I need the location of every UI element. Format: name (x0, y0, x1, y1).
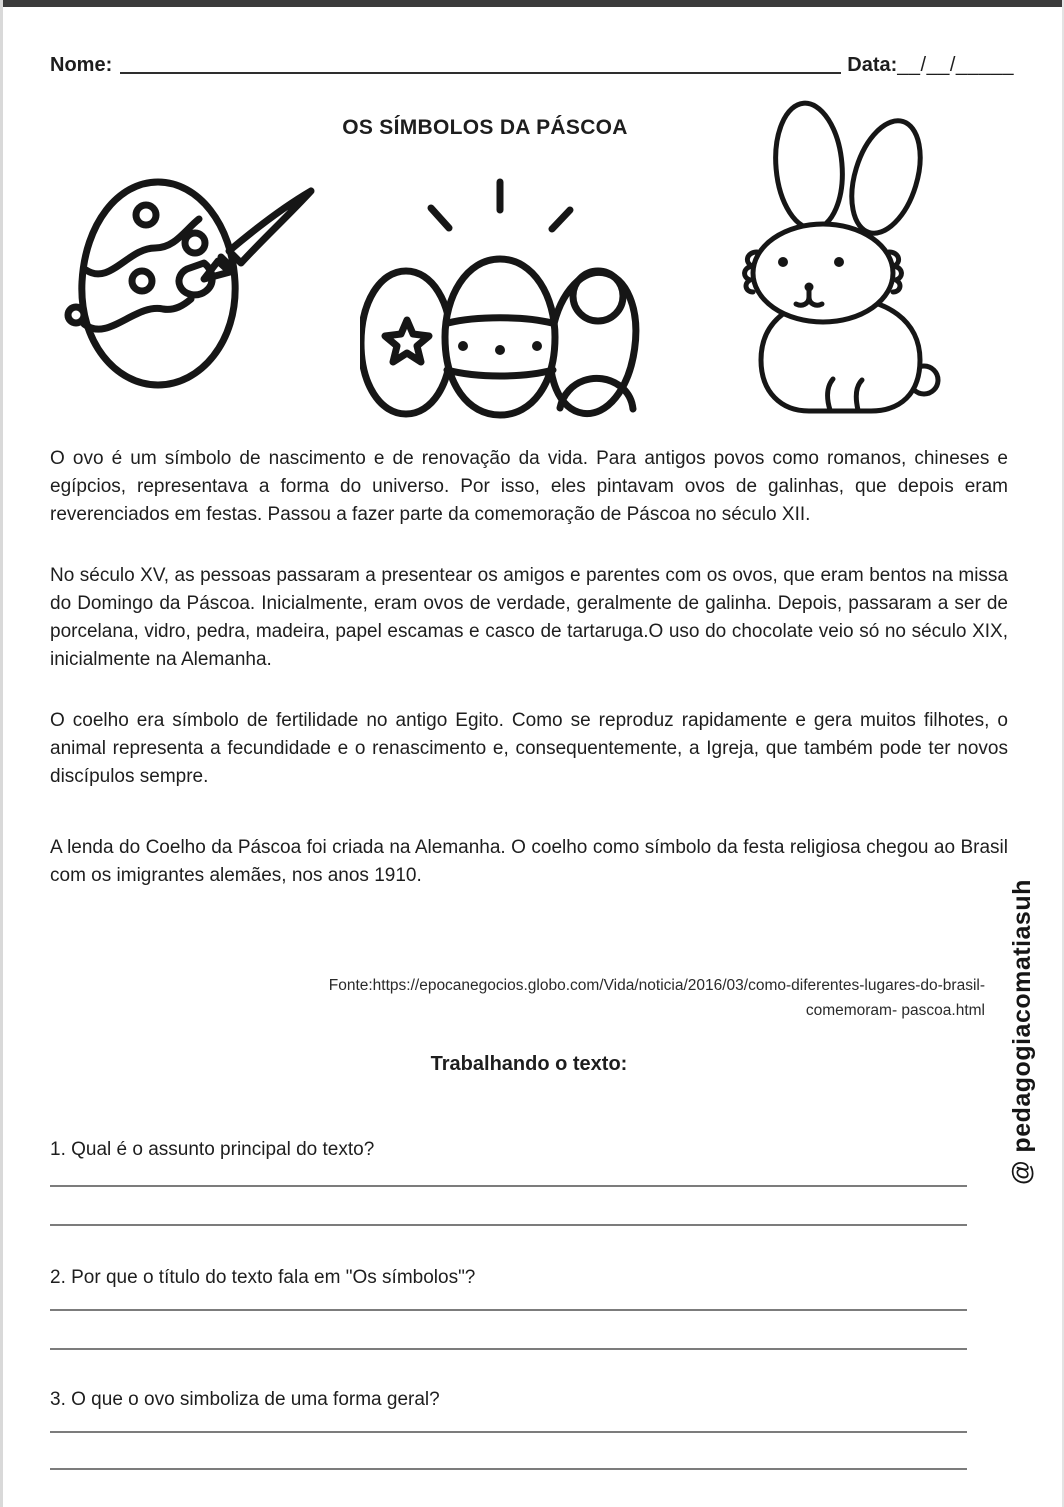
painted-egg-illustration (58, 162, 358, 437)
worksheet-title: OS SÍMBOLOS DA PÁSCOA (342, 116, 628, 139)
paragraph-rabbit-symbol: O coelho era símbolo de fertilidade no antigo Egito. Como se reproduz rapidamente e gera muitos filhotes, o animal representa a fecundidade e o renascimento e, consequentemente, a Igreja, que também pode ter novos discípulos sempre. (50, 710, 1008, 787)
watermark-handle: @ pedagogiacomatiasuh (1008, 879, 1036, 1185)
paragraph-egg-symbol: O ovo é um símbolo de nascimento e de renovação da vida. Para antigos povos como romanos, chineses e egípcios, representava a forma do universo. Por isso, eles pintavam ovos de galinhas, que depois eram reverenciados em festas. Passou a fazer parte da comemoração de Páscoa no século XII. (50, 448, 1008, 525)
answer-line (50, 1468, 967, 1470)
paragraph-egg-history: No século XV, as pessoas passaram a presentear os amigos e parentes com os ovos, que eram bentos na missa do Domingo da Páscoa. Inicialmente, eram ovos de verdade, geralmente de galinha. Depois, passaram a ser de porcelana, vidro, pedra, madeira, papel escamas e casco de tartaruga.O uso do chocolate veio só no século XIX, inicialmente na Alemanha. (50, 565, 1008, 670)
source-line-2: comemoram- pascoa.html (805, 1002, 985, 1019)
date-label: Data: (847, 54, 898, 76)
three-eggs-icon (360, 172, 680, 432)
question-2: 2. Por que o título do texto fala em "Os símbolos"? (50, 1267, 476, 1288)
three-eggs-illustration (360, 172, 680, 432)
answer-line (50, 1348, 967, 1350)
header (50, 50, 1014, 77)
date-blank-line: __/__/_____ (897, 54, 1014, 76)
answer-line (50, 1309, 967, 1311)
easter-bunny-icon (723, 92, 1023, 432)
painted-egg-icon (58, 162, 358, 437)
paragraph-rabbit-legend: A lenda do Coelho da Páscoa foi criada na Alemanha. O coelho como símbolo da festa religiosa chegou ao Brasil com os imigrantes alemães, nos anos 1910. (50, 837, 1008, 886)
source-citation (50, 973, 985, 1023)
question-3: 3. O que o ovo simboliza de uma forma geral? (50, 1389, 440, 1410)
questions-section (50, 1138, 967, 1470)
body-text (50, 445, 1008, 890)
answer-line (50, 1431, 967, 1433)
page-top-edge (0, 0, 1064, 7)
bunny-illustration (723, 92, 1023, 432)
answer-line (50, 1224, 967, 1226)
section-heading: Trabalhando o texto: (430, 1053, 628, 1075)
answer-line (50, 1185, 967, 1187)
source-line-1: Fonte:https://epocanegocios.globo.com/Vida/noticia/2016/03/como-diferentes-lugares-do-brasil- (328, 977, 985, 994)
page-left-edge (0, 0, 3, 1507)
name-label: Nome: (50, 54, 113, 76)
question-1: 1. Qual é o assunto principal do texto? (50, 1139, 375, 1160)
name-blank-line (120, 50, 841, 74)
